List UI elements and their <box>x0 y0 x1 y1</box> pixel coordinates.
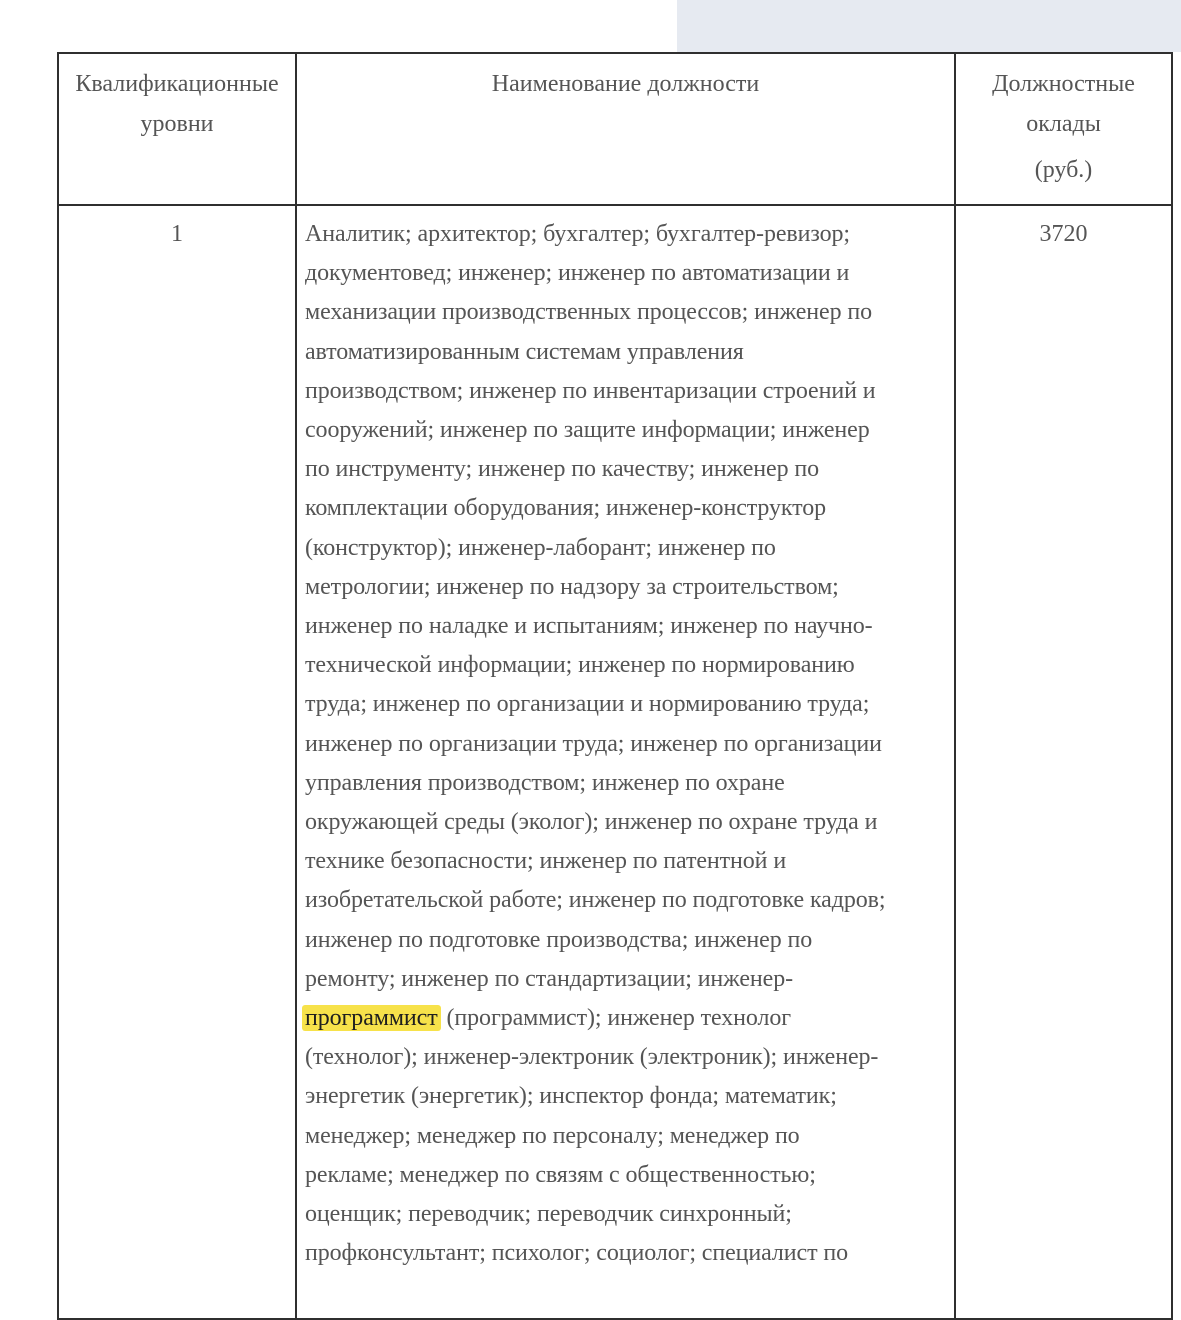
positions-line: инженер по подготовке производства; инженер по <box>305 926 813 953</box>
positions-line: энергетик (энергетик); инспектор фонда; математик; <box>305 1083 837 1110</box>
positions-line: ремонту; инженер по стандартизации; инженер- <box>305 965 793 992</box>
header-salaries: Должностные оклады (руб.) <box>955 53 1172 205</box>
search-highlight: программист <box>302 1005 441 1031</box>
header-qualification-levels: Квалификационные уровни <box>58 53 296 205</box>
positions-line: оценщик; переводчик; переводчик синхронный; <box>305 1201 792 1228</box>
header-position-name: Наименование должности <box>296 53 955 205</box>
table-header-row <box>58 53 1172 205</box>
positions-line: инженер по наладке и испытаниям; инженер по научно- <box>305 613 873 640</box>
positions-line: по инструменту; инженер по качеству; инженер по <box>305 456 820 483</box>
positions-line: комплектации оборудования; инженер-конструктор <box>305 495 827 522</box>
positions-line-rest: (программист); инженер технолог <box>440 1005 792 1032</box>
positions-line-highlighted <box>305 999 944 1038</box>
positions-line: технике безопасности; инженер по патентной и <box>305 848 787 875</box>
positions-line: инженер по организации труда; инженер по организации <box>305 730 882 757</box>
table-row <box>58 205 1172 1319</box>
positions-line: производством; инженер по инвентаризации строений и <box>305 377 876 404</box>
salary-cell: 3720 <box>955 205 1172 1319</box>
level-cell: 1 <box>58 205 296 1319</box>
salary-table <box>57 52 1173 1320</box>
positions-line: окружающей среды (эколог); инженер по охране труда и <box>305 809 878 836</box>
positions-cell <box>296 205 955 1319</box>
background-panel <box>677 0 1181 52</box>
positions-line: изобретательской работе; инженер по подготовке кадров; <box>305 887 886 914</box>
positions-line: труда; инженер по организации и нормированию труда; <box>305 691 870 718</box>
positions-line: менеджер; менеджер по персоналу; менеджер по <box>305 1122 800 1149</box>
positions-line: профконсультант; психолог; социолог; специалист по <box>305 1240 849 1267</box>
positions-line: (конструктор); инженер-лаборант; инженер по <box>305 534 776 561</box>
positions-line: Аналитик; архитектор; бухгалтер; бухгалтер-ревизор; <box>305 221 850 247</box>
positions-line: метрологии; инженер по надзору за строительством; <box>305 573 839 600</box>
positions-line: документовед; инженер; инженер по автоматизации и <box>305 260 850 287</box>
positions-line: сооружений; инженер по защите информации; инженер <box>305 417 870 444</box>
positions-line: автоматизированным системам управления <box>305 338 744 365</box>
positions-line: (технолог); инженер-электроник (электроник); инженер- <box>305 1044 879 1071</box>
positions-line: механизации производственных процессов; инженер по <box>305 299 873 326</box>
positions-line: рекламе; менеджер по связям с общественностью; <box>305 1161 816 1188</box>
positions-line: управления производством; инженер по охране <box>305 769 785 796</box>
positions-line: технической информации; инженер по нормированию <box>305 652 855 679</box>
